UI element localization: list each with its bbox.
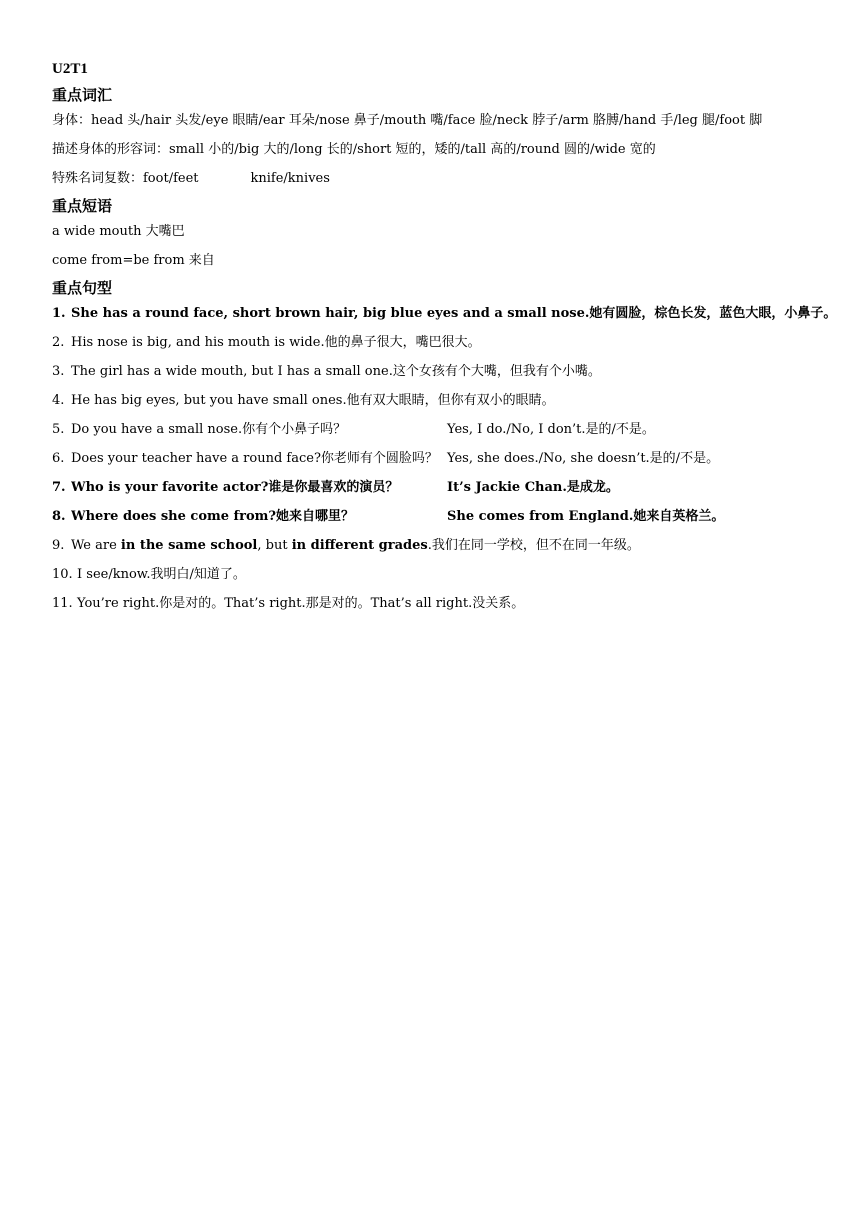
sentence-text: His nose is big, and his mouth is wide.他的鼻子很大，嘴巴很大。 <box>71 335 481 350</box>
sentence-3 <box>52 357 842 386</box>
sentence-11 <box>52 589 842 618</box>
sentence-number: 6. <box>52 451 65 466</box>
sentence-number: 4. <box>52 393 65 408</box>
sentence-number: 10. <box>52 567 73 582</box>
plural-knife-knives: knife/knives <box>250 171 330 186</box>
sentence-part: , but <box>257 538 292 553</box>
sentence-number: 11. <box>52 596 73 611</box>
vocab-irregular-plurals <box>52 164 842 193</box>
sentence-text: I see/know.我明白/知道了。 <box>77 567 246 582</box>
sentence-text: You’re right.你是对的。That’s right.那是对的。That’s all right.没关系。 <box>77 596 525 611</box>
phrase-item: a wide mouth 大嘴巴 <box>52 224 185 239</box>
sentence-text: The girl has a wide mouth, but I has a small one.这个女孩有个大嘴，但我有个小嘴。 <box>71 364 601 379</box>
sentence-8 <box>52 502 842 531</box>
sentence-question: Does your teacher have a round face?你老师有个圆脸吗？ <box>71 451 438 466</box>
vocab-body-parts: 身体：head 头/hair 头发/eye 眼睛/ear 耳朵/nose 鼻子/mouth 嘴/face 脸/neck 脖子/arm 胳膊/hand 手/leg 腿/foot 脚 <box>52 113 763 128</box>
document-page <box>52 58 842 618</box>
sentence-answer: It’s Jackie Chan.是成龙。 <box>447 480 619 495</box>
sentence-text <box>71 531 640 560</box>
sentence-question: Do you have a small nose.你有个小鼻子吗？ <box>71 422 347 437</box>
plural-foot-feet: 特殊名词复数：foot/feet <box>52 171 199 186</box>
sentences-heading: 重点句型 <box>52 279 113 297</box>
sentence-text: She has a round face, short brown hair, big blue eyes and a small nose.她有圆脸，棕色长发，蓝色大眼，小鼻子。 <box>71 306 837 321</box>
sentence-answer: She comes from England.她来自英格兰。 <box>447 509 725 524</box>
sentence-question: Who is your favorite actor?谁是你最喜欢的演员？ <box>71 480 399 495</box>
unit-title: U2T1 <box>52 61 88 77</box>
vocab-adjectives: 描述身体的形容词：small 小的/big 大的/long 长的/short 短的，矮的/tall 高的/round 圆的/wide 宽的 <box>52 142 656 157</box>
sentence-question: Where does she come from?她来自哪里？ <box>71 509 355 524</box>
sentence-number: 5. <box>52 422 65 437</box>
sentence-5 <box>52 415 842 444</box>
sentence-9 <box>52 531 842 560</box>
sentence-bold-part: in different grades <box>291 538 428 553</box>
sentence-number: 8. <box>52 509 66 524</box>
sentence-number: 3. <box>52 364 65 379</box>
sentence-7 <box>52 473 842 502</box>
vocab-heading: 重点词汇 <box>52 86 113 104</box>
sentence-number: 7. <box>52 480 66 495</box>
phrases-heading: 重点短语 <box>52 197 113 215</box>
sentence-part: .我们在同一学校，但不在同一年级。 <box>427 538 640 553</box>
sentence-number: 9. <box>52 538 65 553</box>
phrase-item: come from=be from 来自 <box>52 253 215 268</box>
sentence-4 <box>52 386 842 415</box>
sentence-6 <box>52 444 842 473</box>
sentence-part: We are <box>71 538 121 553</box>
sentence-number: 1. <box>52 306 66 321</box>
sentence-bold-part: in the same school <box>120 538 258 553</box>
sentence-1 <box>52 299 842 328</box>
sentence-answer: Yes, she does./No, she doesn’t.是的/不是。 <box>447 451 720 466</box>
sentence-answer: Yes, I do./No, I don’t.是的/不是。 <box>447 422 655 437</box>
sentence-number: 2. <box>52 335 65 350</box>
sentence-text: He has big eyes, but you have small ones.他有双大眼睛，但你有双小的眼睛。 <box>71 393 555 408</box>
sentence-10 <box>52 560 842 589</box>
sentence-2 <box>52 328 842 357</box>
